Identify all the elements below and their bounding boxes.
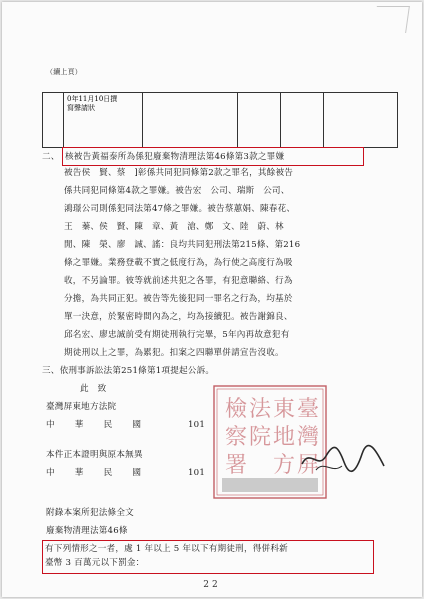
form-table [42,92,398,148]
stamp-char: 東 [272,397,296,422]
handwritten-signature [298,440,388,476]
stamp-char: 方 [272,453,296,478]
certify-statement: 本件正本證明與原本無異 [46,450,143,460]
clause-line-1: 有下列情形之一者，處 1 年以上 5 年以下有期徒刑，得併科新 [45,544,288,554]
stamp-char: 臺 [296,397,320,422]
stamp-char: 檢 [224,397,248,422]
court-name: 臺灣屏東地方法院 [46,402,117,412]
table-cell-empty [238,93,281,148]
continued-label: （續上頁） [46,68,82,76]
page-number: 22 [203,580,221,590]
section-three: 三、依刑事訴訟法第251條第1項提起公訴。 [42,366,215,376]
stamp-char: 署 [224,453,248,478]
table-cell-empty [281,93,324,148]
stamp-char: 院 [248,425,272,450]
table-cell-empty [324,93,398,148]
closing-ci-zhi: 此 致 [80,384,107,394]
stamp-char: 地 [272,425,296,450]
section-two-number: 二、 [42,152,60,162]
stamp-char: 屏 [296,453,320,478]
table-cell-date: 0年11月10日撰 寫聲請狀 [64,93,143,148]
appendix-title: 附錄本案所犯法條全文 [46,508,134,518]
date-prefix-2: 中 華 民 國 [46,468,142,478]
document-page: （續上頁） 0年11月10日撰 寫聲請狀 二、 核被告黃福泰所為係犯廢棄物清理法第46條第3款之罪嫌 被告侯 賢、蔡 ]彰係共同犯同條第2款之罪名，其餘被告 係共同犯同條第4款之罪嫌。被告宏 公司、瑞斯 公司、 鴻璟公司則係犯同法第47條之罪嫌。被告蔡蕙娟、陳春花、 王 蓁、侯 賢、陳 章、黃 滄、鄭 文、陸 蔚、林 閒、陳 榮、廖 誠、謠：良均共同犯刑法第215條、第216 條之罪嫌。業務登載不實之低度行為，為行使之高度行為吸 收，不另論罪。彼等就前述共犯之各罪，有犯意聯絡、行為 分擔，為共同正犯。被告等先後犯同一罪名之行為，均基於 單一決意，於緊密時間內為之，均為接續犯。被告謝錦良、 邱名宏、廖忠誠前受有期徒刑執行完畢，5年內再故意犯有 期徒刑以上之罪，為累犯。扣案之四聯單併請宣告沒收。 三、依刑事訴訟法第251條第1項提起公訴。 此 致 臺灣屏東地方法院 中 華 民 國 101 本件正本證明與原本無異 中 華 民 國 101 臺 灣 屏 東 地 方 法 院 檢 察 署 附錄本案所犯法條全文 廢棄物清理法第46條 有下列情形之一者，處 1 年以上 5 年以下有期徒刑，得併科新 臺幣 3 百萬元以下罰金： 22 [2,2,422,597]
date-year-2: 101 [188,468,206,478]
page-corner-mark [373,6,410,33]
table-cell-empty [143,93,238,148]
stamp-char: 法 [248,397,272,422]
table-cell-empty [43,93,64,148]
stamp-char: 察 [224,425,248,450]
date-prefix: 中 華 民 國 [46,420,142,430]
date-year: 101 [188,420,206,430]
stamp-char: 灣 [296,425,320,450]
section-two-highlight: 核被告黃福泰所為係犯廢棄物清理法第46條第3款之罪嫌 [65,152,285,162]
appendix-law: 廢棄物清理法第46條 [46,526,128,536]
clause-line-2: 臺幣 3 百萬元以下罰金： [45,558,145,568]
